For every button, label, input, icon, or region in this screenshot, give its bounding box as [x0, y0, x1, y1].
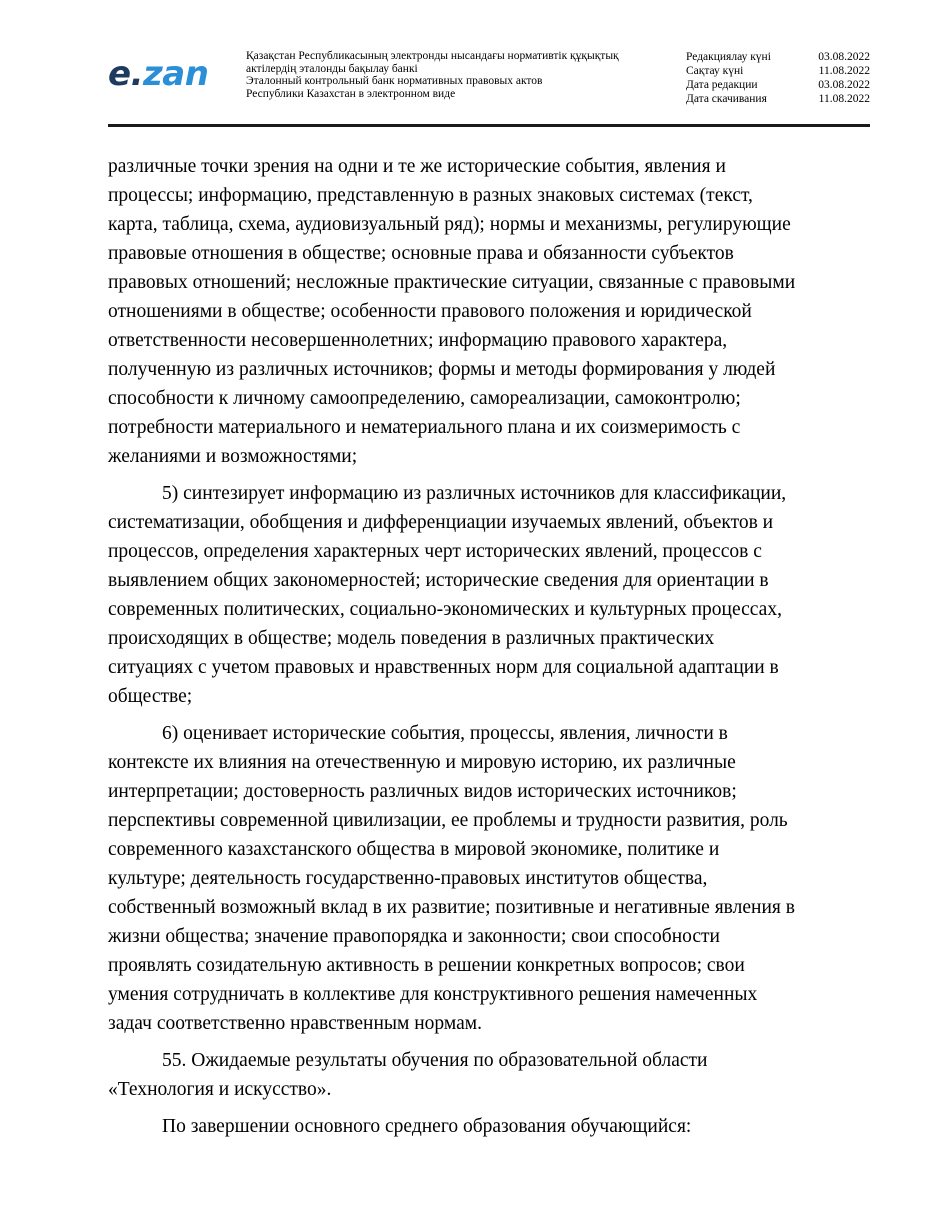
text-line: контексте их влияния на отечественную и мировую историю, их различные: [108, 752, 736, 773]
bank-line: Қазақстан Республикасының электронды нысандағы нормативтік құқықтық: [246, 50, 619, 62]
meta-label: Дата редакции: [686, 79, 758, 91]
text-line: систематизации, обобщения и дифференциации изучаемых явлений, объектов и: [108, 512, 774, 533]
text-line: проявлять созидательную активность в решении конкретных вопросов; свои: [108, 955, 745, 976]
paragraph: [108, 152, 870, 471]
text-line: собственный возможный вклад в их развитие; позитивные и негативные явления в: [108, 897, 795, 918]
text-line: процессов, определения характерных черт исторических явлений, процессов с: [108, 541, 762, 562]
document-body: [108, 152, 870, 1149]
text-line: задач соответственно нравственным нормам.: [108, 1013, 482, 1034]
meta-label: Сақтау күні: [686, 65, 744, 77]
text-line: перспективы современной цивилизации, ее проблемы и трудности развития, роль: [108, 810, 788, 831]
bank-line: Республики Казахстан в электронном виде: [246, 87, 456, 100]
text-line: ситуациях с учетом правовых и нравственных норм для социальной адаптации в: [108, 657, 779, 678]
meta-row: [686, 78, 870, 92]
meta-value: 11.08.2022: [818, 93, 870, 105]
text-line: потребности материального и нематериального плана и их соизмеримость с: [108, 417, 741, 438]
text-line: 6) оценивает исторические события, процессы, явления, личности в: [162, 723, 728, 744]
paragraph-section-55: [108, 1046, 870, 1104]
text-line: «Технология и искусство».: [108, 1079, 332, 1100]
text-line: карта, таблица, схема, аудиовизуальный ряд); нормы и механизмы, регулирующие: [108, 214, 791, 235]
text-line: ответственности несовершеннолетних; информацию правового характера,: [108, 330, 728, 351]
header-divider: [108, 124, 870, 127]
text-line: полученную из различных источников; формы и методы формирования у людей: [108, 359, 776, 380]
paragraph-item-5: [108, 479, 870, 711]
meta-row: [686, 50, 870, 64]
meta-value: 03.08.2022: [818, 79, 870, 91]
bank-line: Эталонный контрольный банк нормативных правовых актов: [246, 75, 543, 87]
text-line: интерпретации; достоверность различных видов исторических источников;: [108, 781, 737, 802]
meta-value: 11.08.2022: [818, 65, 870, 77]
text-line: 5) синтезирует информацию из различных источников для классификации,: [162, 483, 787, 504]
text-line: способности к личному самоопределению, самореализации, самоконтролю;: [108, 388, 741, 409]
meta-label: Редакциялау күні: [686, 51, 771, 63]
text-line: отношениями в обществе; особенности правового положения и юридической: [108, 301, 752, 322]
text-line: происходящих в обществе; модель поведения в различных практических: [108, 628, 715, 649]
text-line: правовых отношений; несложные практические ситуации, связанные с правовыми: [108, 272, 796, 293]
text-line: обществе;: [108, 686, 193, 707]
meta-value: 03.08.2022: [818, 51, 870, 63]
document-header: [108, 48, 870, 118]
paragraph-item-6: [108, 719, 870, 1038]
text-line: жизни общества; значение правопорядка и законности; свои способности: [108, 926, 720, 947]
text-line: различные точки зрения на одни и те же исторические события, явления и: [108, 156, 726, 177]
text-line: процессы; информацию, представленную в разных знаковых системах (текст,: [108, 185, 753, 206]
text-line: 55. Ожидаемые результаты обучения по образовательной области: [162, 1050, 708, 1071]
text-line: современных политических, социально-экономических и культурных процессах,: [108, 599, 782, 620]
text-line: современного казахстанского общества в мировой экономике, политике и: [108, 839, 720, 860]
text-line: По завершении основного среднего образования обучающийся:: [162, 1116, 692, 1137]
meta-row: [686, 64, 870, 78]
text-line: правовые отношения в обществе; основные права и обязанности субъектов: [108, 243, 734, 264]
bank-description: [246, 50, 666, 100]
text-line: желаниями и возможностями;: [108, 446, 358, 467]
text-line: выявлением общих закономерностей; исторические сведения для ориентации в: [108, 570, 769, 591]
meta-label: Дата скачивания: [686, 93, 767, 105]
paragraph-intro: [108, 1112, 870, 1141]
ezan-logo: e.zan: [108, 54, 209, 94]
text-line: культуре; деятельность государственно-правовых институтов общества,: [108, 868, 708, 889]
meta-row: [686, 92, 870, 106]
bank-line: актілердің эталонды бақылау банкі: [246, 62, 418, 75]
document-dates: [686, 50, 870, 106]
text-line: умения сотрудничать в коллективе для конструктивного решения намеченных: [108, 984, 758, 1005]
